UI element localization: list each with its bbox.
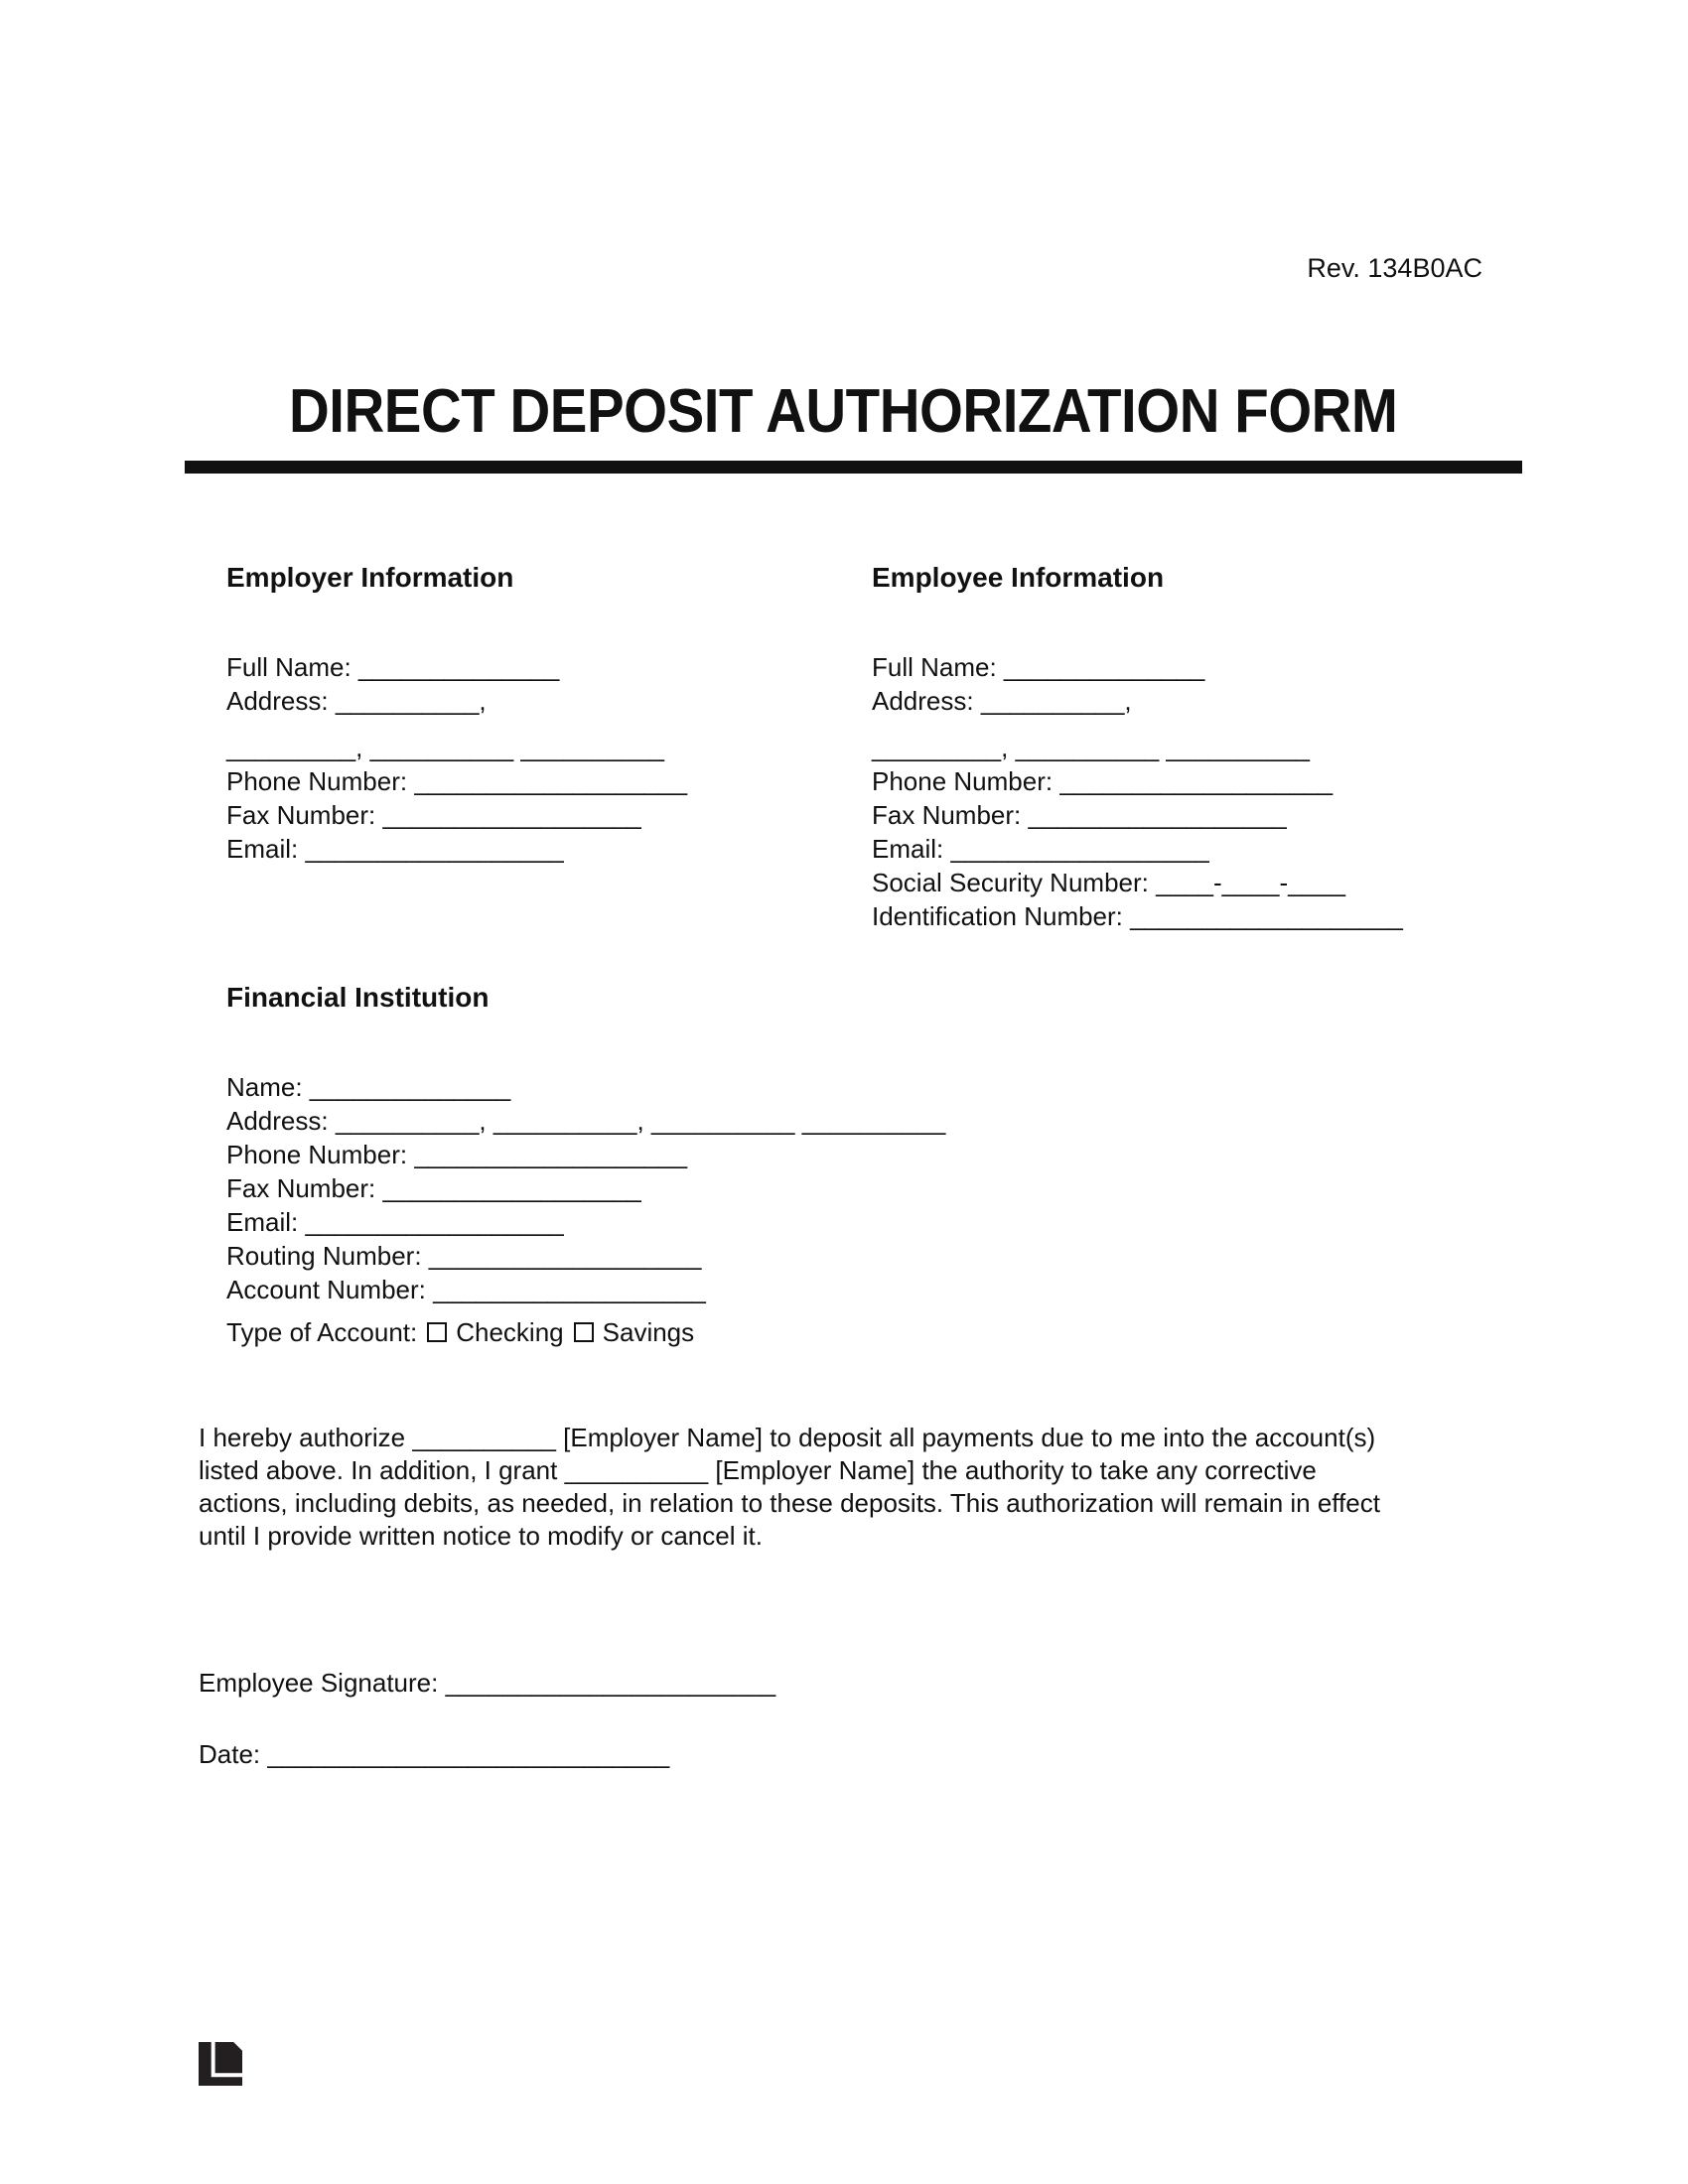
authorization-line: actions, including debits, as needed, in relation to these deposits. This authorization will remain in effect	[199, 1488, 1380, 1518]
revision-number: Rev. 134B0AC	[1307, 253, 1482, 283]
employer-full-name-field[interactable]: Full Name: ______________	[226, 652, 560, 682]
employer-fax-field[interactable]: Fax Number: __________________	[226, 800, 641, 830]
employer-heading: Employer Information	[226, 562, 514, 593]
routing-number-field[interactable]: Routing Number: ___________________	[226, 1241, 702, 1271]
employee-address-continuation-field[interactable]: _________, __________ __________	[872, 733, 1311, 762]
employer-address-field[interactable]: Address: __________,	[226, 686, 487, 716]
employee-section	[872, 561, 1517, 933]
checking-label: Checking	[456, 1317, 564, 1347]
authorization-line: listed above. In addition, I grant __________ [Employer Name] the authority to take any corrective	[199, 1455, 1317, 1485]
bank-fax-field[interactable]: Fax Number: __________________	[226, 1173, 641, 1203]
employee-phone-field[interactable]: Phone Number: ___________________	[872, 766, 1334, 796]
employee-full-name-field[interactable]: Full Name: ______________	[872, 652, 1205, 682]
bank-email-field[interactable]: Email: __________________	[226, 1207, 564, 1237]
type-of-account-row	[226, 1315, 1120, 1349]
type-of-account-label: Type of Account:	[226, 1317, 418, 1347]
authorization-paragraph	[199, 1422, 1380, 1553]
savings-checkbox[interactable]	[574, 1322, 594, 1342]
savings-label: Savings	[602, 1317, 695, 1347]
checking-checkbox[interactable]	[427, 1322, 447, 1342]
bank-address-field[interactable]: Address: __________, __________, __________ __________	[226, 1106, 946, 1136]
employer-address-continuation-field[interactable]: _________, __________ __________	[226, 733, 665, 762]
employee-fax-field[interactable]: Fax Number: __________________	[872, 800, 1287, 830]
employer-email-field[interactable]: Email: __________________	[226, 834, 564, 864]
employer-phone-field[interactable]: Phone Number: ___________________	[226, 766, 688, 796]
employee-ssn-field[interactable]: Social Security Number: ____-____-____	[872, 868, 1345, 897]
date-field[interactable]: Date: ____________________________	[199, 1739, 670, 1769]
bank-phone-field[interactable]: Phone Number: ___________________	[226, 1140, 688, 1169]
financial-institution-heading: Financial Institution	[226, 982, 490, 1013]
employee-address-field[interactable]: Address: __________,	[872, 686, 1132, 716]
account-number-field[interactable]: Account Number: ___________________	[226, 1275, 706, 1304]
bank-name-field[interactable]: Name: ______________	[226, 1072, 511, 1102]
employee-signature-field[interactable]: Employee Signature: _______________________	[199, 1668, 776, 1698]
title-rule	[185, 461, 1522, 474]
employee-email-field[interactable]: Email: __________________	[872, 834, 1209, 864]
employee-id-number-field[interactable]: Identification Number: ___________________	[872, 901, 1403, 931]
financial-institution-section	[226, 981, 1120, 1349]
employee-heading: Employee Information	[872, 562, 1165, 593]
employer-section	[226, 561, 862, 866]
authorization-line: until I provide written notice to modify or cancel it.	[199, 1521, 763, 1551]
authorization-line: I hereby authorize __________ [Employer Name] to deposit all payments due to me into the account(s)	[199, 1423, 1376, 1452]
legal-templates-logo-icon	[199, 2042, 242, 2086]
form-title: DIRECT DEPOSIT AUTHORIZATION FORM	[289, 377, 1398, 446]
